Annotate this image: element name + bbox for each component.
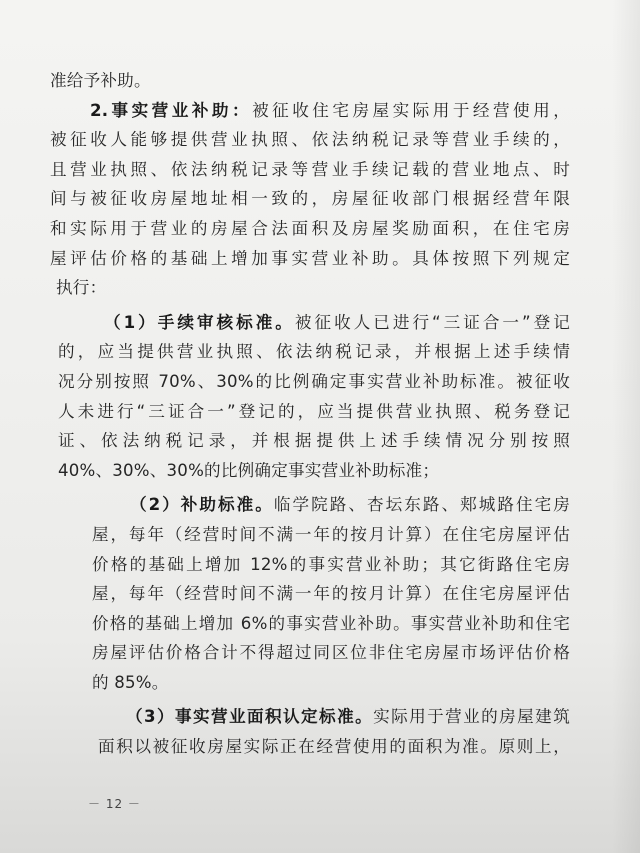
text-line [58,456,570,486]
page-edge-shadow [612,0,640,853]
text-line [50,184,570,214]
text-line [92,550,570,580]
text-line [58,367,570,397]
heading-label: 2.事实营业补助： [90,100,253,120]
text-line [50,244,570,274]
text-line [50,125,570,155]
line-text: 且营业执照、依法纳税记录等营业手续记载的营业地点、时 [50,159,570,179]
line-text: 临学院路、杏坛东路、郏城路住宅房 [273,495,570,515]
line-text: 40%、30%、30%的比例确定事实营业补助标准； [58,460,440,480]
line-text: 执行： [56,278,107,298]
heading-label: （2）补助标准。 [130,495,274,515]
text-line [126,702,570,732]
line-text: 被征收人能够提供营业执照、依法纳税记录等营业手续的， [50,130,570,150]
line-text: 人未进行“三证合一”登记的，应当提供营业执照、税务登记 [58,401,570,421]
heading-label: （3）事实营业面积认定标准。 [126,707,374,727]
page-number: － 12 － [88,797,141,811]
line-text: 被征收住宅房屋实际用于经营使用， [252,100,570,120]
line-text: 实际用于营业的房屋建筑 [373,707,570,727]
text-line [50,66,570,96]
text-line [92,579,570,609]
document-body [50,66,570,762]
text-line [92,668,570,698]
line-text: 面积以被征收房屋实际正在经营使用的面积为准。原则上， [98,737,570,757]
line-text: 和实际用于营业的房屋合法面积及房屋奖励面积，在住宅房 [50,218,570,238]
text-line [50,155,570,185]
line-text: 的 85%。 [92,672,169,692]
line-text: 间与被征收房屋地址相一致的，房屋征收部门根据经营年限 [50,189,570,209]
text-line [92,638,570,668]
line-text: 屋，每年（经营时间不满一年的按月计算）在住宅房屋评估 [92,584,570,604]
line-text: 房屋评估价格合计不得超过同区位非住宅房屋市场评估价格 [92,643,570,663]
heading-label: （1）手续审核标准。 [104,312,295,332]
text-line [58,426,570,456]
text-line [130,490,570,520]
line-text: 证、依法纳税记录，并根据提供上述手续情况分别按照 [58,431,570,451]
text-line [50,214,570,244]
line-text: 况分别按照 70%、30%的比例确定事实营业补助标准。被征收 [58,371,570,391]
line-text: 价格的基础上增加 6%的事实营业补助。事实营业补助和住宅 [92,613,570,633]
line-text: 被征收人已进行“三证合一”登记 [294,312,570,332]
line-text: 准给予补助。 [50,71,151,90]
text-line [98,732,570,762]
line-text: 屋评估价格的基础上增加事实营业补助。具体按照下列规定 [50,248,570,268]
text-line [90,96,570,126]
text-line [58,337,570,367]
text-line [92,520,570,550]
text-line [56,273,570,303]
text-line [104,308,570,338]
line-text: 价格的基础上增加 12%的事实营业补助；其它街路住宅房 [92,554,570,574]
text-line [92,609,570,639]
line-text: 的，应当提供营业执照、依法纳税记录，并根据上述手续情 [58,342,570,362]
text-line [58,397,570,427]
line-text: 屋，每年（经营时间不满一年的按月计算）在住宅房屋评估 [92,524,570,544]
